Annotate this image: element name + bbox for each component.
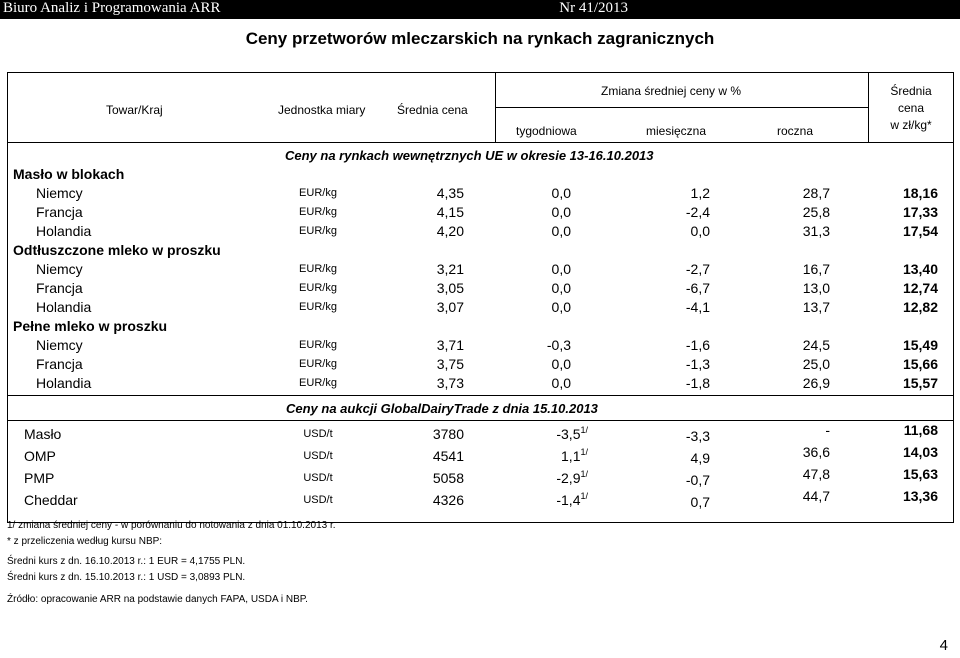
section-title-eu: Ceny na rynkach wewnętrznych UE w okresie 13-16.10.2013 <box>285 148 654 163</box>
col-header-product: Towar/Kraj <box>106 103 163 117</box>
page-header-bar <box>0 0 960 19</box>
group-title: Odtłuszczone mleko w proszku <box>13 242 221 258</box>
section2-divider-top <box>8 395 953 396</box>
row-yearly: 13,7 <box>802 299 830 315</box>
row-monthly: 1,2 <box>690 185 710 201</box>
footnote-marker: 1/ <box>580 447 588 457</box>
auction-weekly-value: 1,1 <box>561 448 581 464</box>
row-unit: EUR/kg <box>299 377 337 389</box>
publisher-name: Biuro Analiz i Programowania ARR <box>3 0 221 16</box>
row-country: Holandia <box>36 223 92 239</box>
footnote-line: 1/ zmiana średniej ceny - w porównaniu do notowania z dnia 01.10.2013 r. <box>7 520 336 531</box>
row-country: Francja <box>36 280 83 296</box>
auction-product: Masło <box>24 426 62 442</box>
row-monthly: -1,8 <box>685 375 710 391</box>
row-monthly: -6,7 <box>685 280 710 296</box>
auction-weekly-value: -2,9 <box>556 470 581 486</box>
page-title: Ceny przetworów mleczarskich na rynkach zagranicznych <box>245 29 715 48</box>
row-unit: EUR/kg <box>299 206 337 218</box>
row-yearly: 26,9 <box>802 375 830 391</box>
row-unit: EUR/kg <box>299 263 337 275</box>
price-table <box>7 72 954 523</box>
row-weekly: 0,0 <box>551 223 571 239</box>
row-avg: 3,05 <box>436 280 464 296</box>
col-header-yearly: roczna <box>777 124 814 138</box>
row-weekly: 0,0 <box>551 185 571 201</box>
auction-weekly <box>498 492 588 508</box>
col-header-monthly: miesięczna <box>646 124 707 138</box>
row-country: Holandia <box>36 375 92 391</box>
auction-pln: 14,03 <box>902 444 938 460</box>
col-divider <box>868 73 869 142</box>
row-yearly: 24,5 <box>802 337 830 353</box>
row-country: Francja <box>36 356 83 372</box>
auction-pln: 15,63 <box>902 466 938 482</box>
row-yearly: 13,0 <box>802 280 830 296</box>
row-unit: EUR/kg <box>299 187 337 199</box>
row-yearly: 28,7 <box>802 185 830 201</box>
row-avg: 3,71 <box>436 337 464 353</box>
page-number: 4 <box>939 637 948 654</box>
auction-weekly-value: -3,5 <box>556 426 581 442</box>
row-pln: 17,54 <box>902 223 938 239</box>
auction-weekly-value: -1,4 <box>556 492 581 508</box>
auction-avg: 3780 <box>432 426 464 442</box>
row-pln: 15,57 <box>902 375 938 391</box>
row-avg: 4,35 <box>436 185 464 201</box>
auction-pln: 13,36 <box>902 488 938 504</box>
col-header-avg: Średnia cena <box>397 103 468 117</box>
header-divider <box>8 142 953 143</box>
auction-weekly <box>498 426 588 442</box>
row-yearly: 31,3 <box>802 223 830 239</box>
row-unit: EUR/kg <box>299 339 337 351</box>
col-header-pln <box>870 83 952 134</box>
auction-unit: USD/t <box>303 428 333 440</box>
row-weekly: 0,0 <box>551 261 571 277</box>
auction-unit: USD/t <box>303 494 333 506</box>
col-header-unit: Jednostka miary <box>278 103 366 117</box>
row-pln: 17,33 <box>902 204 938 220</box>
auction-unit: USD/t <box>303 450 333 462</box>
section-title-gdt: Ceny na aukcji GlobalDairyTrade z dnia 15.10.2013 <box>286 401 598 416</box>
row-weekly: 0,0 <box>551 356 571 372</box>
row-pln: 15,66 <box>902 356 938 372</box>
row-monthly: -2,7 <box>685 261 710 277</box>
row-monthly: -2,4 <box>685 204 710 220</box>
row-unit: EUR/kg <box>299 225 337 237</box>
row-monthly: -1,3 <box>685 356 710 372</box>
col-divider <box>495 73 496 142</box>
row-pln: 18,16 <box>902 185 938 201</box>
row-yearly: 25,0 <box>802 356 830 372</box>
row-avg: 3,73 <box>436 375 464 391</box>
row-monthly: 0,0 <box>690 223 710 239</box>
auction-avg: 4541 <box>432 448 464 464</box>
auction-avg: 5058 <box>432 470 464 486</box>
row-weekly: 0,0 <box>551 375 571 391</box>
group-title: Masło w blokach <box>13 166 125 182</box>
row-pln: 13,40 <box>902 261 938 277</box>
row-yearly: 16,7 <box>802 261 830 277</box>
col-header-weekly: tygodniowa <box>516 124 577 138</box>
issue-number: Nr 41/2013 <box>559 0 628 16</box>
auction-weekly <box>498 448 588 464</box>
row-avg: 4,15 <box>436 204 464 220</box>
auction-monthly: -0,7 <box>685 472 710 488</box>
footnote-marker: 1/ <box>580 425 588 435</box>
row-pln: 12,82 <box>902 299 938 315</box>
row-weekly: 0,0 <box>551 204 571 220</box>
row-weekly: 0,0 <box>551 299 571 315</box>
footnote-line: Średni kurs z dn. 15.10.2013 r.: 1 USD = 3,0893 PLN. <box>7 572 246 583</box>
row-unit: EUR/kg <box>299 301 337 313</box>
row-country: Niemcy <box>36 261 83 277</box>
auction-weekly <box>498 470 588 486</box>
auction-yearly: 47,8 <box>802 466 830 482</box>
col-header-pln-line: cena <box>897 101 925 115</box>
row-avg: 3,07 <box>436 299 464 315</box>
row-country: Niemcy <box>36 337 83 353</box>
auction-product: Cheddar <box>24 492 78 508</box>
auction-yearly: 44,7 <box>802 488 830 504</box>
col-header-pln-line: Średnia <box>890 84 932 98</box>
auction-pln: 11,68 <box>903 422 938 438</box>
row-avg: 3,21 <box>436 261 464 277</box>
row-yearly: 25,8 <box>802 204 830 220</box>
row-pln: 12,74 <box>902 280 938 296</box>
group-title: Pełne mleko w proszku <box>13 318 168 334</box>
auction-product: PMP <box>24 470 55 486</box>
row-monthly: -4,1 <box>685 299 710 315</box>
row-avg: 4,20 <box>436 223 464 239</box>
footnote-line: Średni kurs z dn. 16.10.2013 r.: 1 EUR = 4,1755 PLN. <box>7 556 246 567</box>
col-header-change: Zmiana średniej ceny w % <box>601 84 742 98</box>
auction-monthly: 0,7 <box>690 494 710 510</box>
row-monthly: -1,6 <box>685 337 710 353</box>
row-unit: EUR/kg <box>299 358 337 370</box>
auction-yearly: - <box>825 422 830 438</box>
footnote-marker: 1/ <box>580 491 588 501</box>
section2-divider-bottom <box>8 420 953 421</box>
col-header-pln-line: w zł/kg* <box>890 118 932 132</box>
auction-monthly: -3,3 <box>685 428 710 444</box>
footnote-line: Źródło: opracowanie ARR na podstawie danych FAPA, USDA i NBP. <box>7 594 308 605</box>
row-country: Francja <box>36 204 83 220</box>
row-weekly: 0,0 <box>551 280 571 296</box>
auction-monthly: 4,9 <box>690 450 710 466</box>
row-country: Holandia <box>36 299 92 315</box>
row-avg: 3,75 <box>436 356 464 372</box>
auction-avg: 4326 <box>432 492 464 508</box>
row-pln: 15,49 <box>902 337 938 353</box>
row-country: Niemcy <box>36 185 83 201</box>
footnote-marker: 1/ <box>580 469 588 479</box>
footnote-line: * z przeliczenia według kursu NBP: <box>7 536 163 547</box>
auction-unit: USD/t <box>303 472 333 484</box>
row-unit: EUR/kg <box>299 282 337 294</box>
row-weekly: -0,3 <box>546 337 571 353</box>
auction-yearly: 36,6 <box>802 444 830 460</box>
change-header-divider <box>495 107 868 108</box>
auction-product: OMP <box>24 448 56 464</box>
